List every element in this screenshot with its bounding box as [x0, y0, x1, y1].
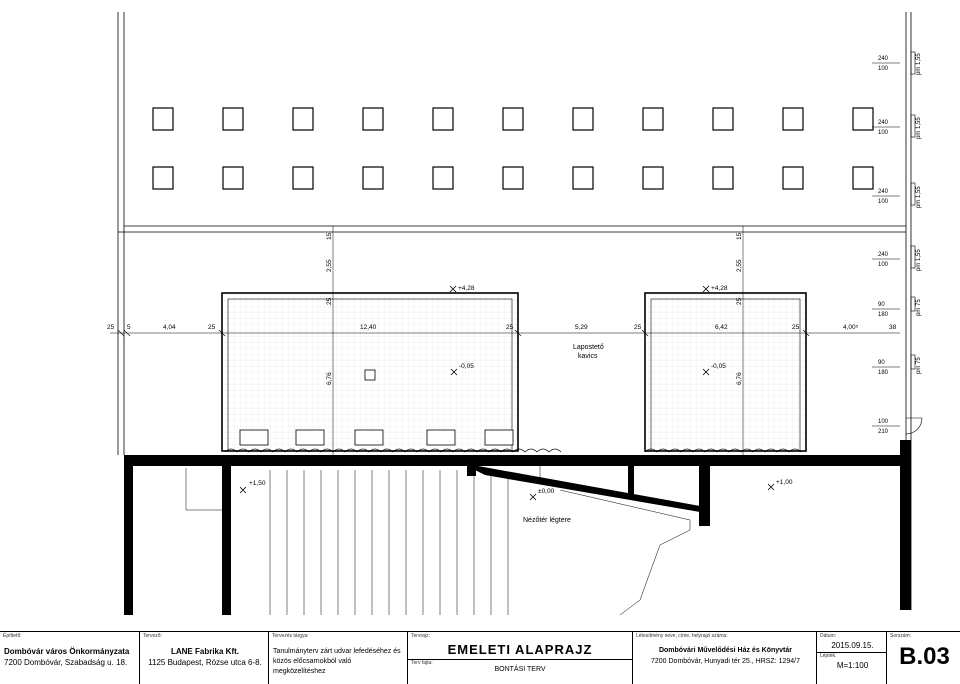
level-roof-right: +4,28	[711, 285, 728, 292]
ws-a: 240	[878, 56, 889, 62]
subject-label: Tervezés tárgya:	[272, 633, 309, 639]
subject-line-2: közös előcsarnokból való megközelítéshez	[273, 658, 352, 675]
dim-label: 25	[792, 324, 800, 331]
subject-cell	[269, 632, 408, 684]
designer-name: LANE Fabrika Kft.	[170, 647, 239, 656]
builder-label: Építtető:	[3, 633, 22, 639]
level-roof-left: +4,28	[458, 285, 475, 292]
ws-b: 210	[878, 429, 889, 435]
ws-b: 100	[878, 199, 889, 205]
scale-label: Lépték:	[820, 653, 837, 659]
dim-label: 12,40	[360, 324, 377, 331]
dim-label: 25	[208, 324, 216, 331]
subject-line-1: Tanulmányterv zárt udvar lefedéséhez és	[273, 648, 401, 655]
builder-addr: 7200 Dombóvár, Szabadság u. 18.	[4, 658, 128, 667]
ws-c: pm 1,55	[916, 53, 922, 75]
facility-label: Létesítmény neve, címe, helyrajzi száma:	[636, 633, 728, 639]
svg-text:25: 25	[736, 297, 743, 305]
dim-label: 6,42	[715, 324, 728, 331]
designer-addr: 1125 Budapest, Rózse utca 6-8.	[148, 658, 262, 667]
lower-floor-walls	[124, 440, 911, 615]
level-floor-right: +1,00	[776, 479, 793, 486]
window-grid	[153, 108, 873, 189]
ws-a: 240	[878, 189, 889, 195]
svg-text:2,55: 2,55	[736, 259, 743, 272]
courtyard-left	[222, 293, 518, 451]
facility-cell	[633, 632, 817, 684]
sheet-number: B.03	[899, 643, 950, 670]
ws-a: 100	[878, 419, 889, 425]
dim-label: 38	[889, 324, 897, 331]
flat-roof-label: Lapostető	[573, 344, 604, 351]
date-scale-cell	[817, 632, 887, 684]
builder-name: Dombóvár város Önkormányzata	[4, 647, 130, 656]
dim-label: 4,00⁵	[843, 324, 859, 331]
gravel-label: kavics	[578, 353, 598, 360]
schedule-dividers	[872, 52, 922, 434]
level-floor-mid: ±0,00	[538, 488, 555, 495]
ws-c: pm 1,55	[916, 249, 922, 271]
courtyard-right	[645, 293, 806, 451]
sheet-cell	[887, 632, 960, 684]
sheet-label: Sorszám:	[890, 633, 912, 639]
window-row-2	[153, 167, 873, 189]
ws-a: 90	[878, 360, 885, 366]
svg-text:2,55: 2,55	[326, 259, 333, 272]
ws-b: 100	[878, 66, 889, 72]
ws-c: pm 75	[916, 299, 922, 316]
facility-addr: 7200 Dombóvár, Hunyadi tér 25., HRSZ: 1294/7	[650, 658, 801, 665]
ws-b: 100	[878, 130, 889, 136]
ws-a: 240	[878, 252, 889, 258]
level-court-right: -0,05	[711, 363, 726, 370]
date-value: 2015.09.15.	[831, 641, 874, 650]
builder-cell	[0, 632, 140, 684]
dim-label: 25	[107, 324, 115, 331]
facility-name: Dombóvári Művelődési Ház és Könyvtár	[658, 647, 793, 654]
dim-label: 5	[127, 324, 131, 331]
auditorium-seating	[186, 466, 690, 615]
date-label: Dátum:	[820, 633, 837, 639]
dim-label: 25	[634, 324, 642, 331]
ws-c: pm 1,55	[916, 186, 922, 208]
ws-a: 90	[878, 302, 885, 308]
ws-c: pm 1,55	[916, 117, 922, 139]
dim-label: 5,29	[575, 324, 588, 331]
svg-text:25: 25	[326, 297, 333, 305]
svg-text:15: 15	[326, 232, 333, 240]
ws-b: 100	[878, 262, 889, 268]
ws-b: 180	[878, 370, 889, 376]
type-label: Terv fajta:	[411, 660, 433, 666]
level-floor-left: +1,50	[249, 480, 266, 487]
scale-value: M=1:100	[836, 661, 869, 670]
window-schedule	[878, 53, 922, 435]
ws-b: 180	[878, 312, 889, 318]
ws-c: pm 75	[916, 357, 922, 374]
plan-label: Tervrajz:	[411, 633, 430, 639]
level-court-left: -0,05	[459, 363, 474, 370]
plan-title: EMELETI ALAPRAJZ	[447, 642, 593, 657]
ws-a: 240	[878, 120, 889, 126]
title-block	[0, 631, 960, 683]
dim-label: 4,04	[163, 324, 176, 331]
svg-text:6,76: 6,76	[326, 372, 333, 385]
svg-text:6,76: 6,76	[736, 372, 743, 385]
auditorium-label: Nézőtér légtere	[523, 517, 571, 524]
designer-label: Tervező:	[143, 633, 162, 639]
plan-cell	[408, 632, 633, 684]
svg-text:15: 15	[736, 232, 743, 240]
designer-cell	[140, 632, 269, 684]
window-row-1	[153, 108, 873, 130]
dim-label: 25	[506, 324, 514, 331]
room-labels	[523, 344, 604, 524]
plan-type: BONTÁSI TERV	[494, 666, 546, 673]
